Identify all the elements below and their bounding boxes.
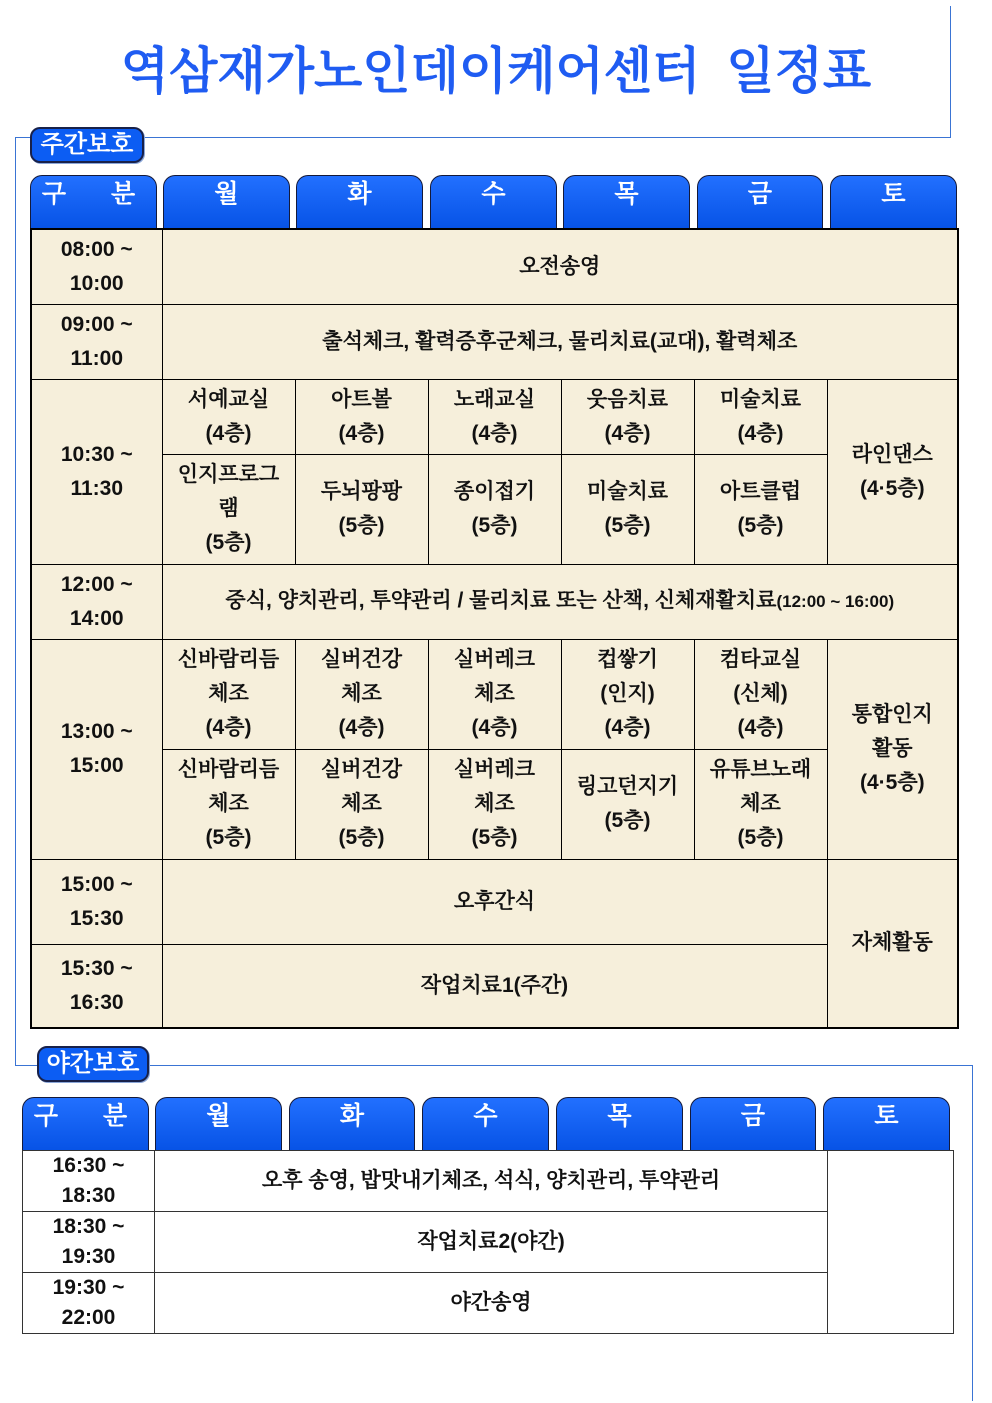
program-floor: (4층)	[471, 421, 518, 445]
program-floor: (4층)	[737, 421, 784, 445]
day-header-tab-tue: 화	[296, 175, 423, 228]
time-cell	[23, 1151, 155, 1212]
day-header-tab-wed: 수	[430, 175, 557, 228]
program-name: 미술치료	[586, 480, 669, 503]
program-name: 노래교실	[453, 387, 536, 411]
day-header-tab-sat: 토	[830, 175, 957, 228]
program-cell	[694, 749, 827, 859]
schedule-row	[31, 454, 958, 564]
program-name: 체조	[341, 682, 382, 705]
program-cell	[561, 639, 694, 749]
program-name: 실버레크	[453, 648, 536, 671]
program-floor: (5층)	[205, 531, 252, 554]
program-floor: (4층)	[604, 716, 651, 739]
program-floor: (5층)	[737, 826, 784, 849]
time-cell	[23, 1273, 155, 1334]
program-name: 컴타교실	[719, 648, 802, 671]
program-name: 링고던지기	[576, 775, 679, 798]
frame-line-top-right	[950, 6, 951, 138]
schedule-row	[23, 1151, 954, 1212]
time-cell	[31, 379, 162, 564]
program-cell	[561, 379, 694, 454]
program-name: 신바람리듬	[177, 648, 280, 671]
time-range: 09:00 ~ 11:00	[60, 312, 133, 370]
frame-line-left	[15, 137, 16, 1066]
activity-cell: 오후간식	[162, 859, 827, 944]
time-range: 16:30 ~ 18:30	[52, 1154, 125, 1207]
program-name: 라인댄스	[851, 442, 933, 466]
program-floor: (5층)	[471, 826, 518, 849]
time-cell	[31, 859, 162, 944]
day-care-section-label: 주간보호	[30, 127, 144, 163]
schedule-row	[31, 944, 958, 1028]
night-care-section-label: 야간보호	[37, 1046, 149, 1082]
day-header-tab-fri: 금	[697, 175, 823, 228]
program-floor: (5층)	[604, 514, 651, 537]
program-cell	[428, 379, 561, 454]
activity-cell: 작업치료2(야간)	[155, 1212, 828, 1273]
program-cell	[295, 749, 428, 859]
program-name: 유튜브노래	[709, 758, 812, 781]
program-floor: (5층)	[471, 514, 518, 537]
program-cell	[694, 379, 827, 454]
time-range: 08:00 ~ 10:00	[60, 237, 133, 295]
page-title: 역삼재가노인데이케어센터 일정표	[120, 43, 872, 99]
program-name: (인지)	[600, 682, 655, 705]
program-name: 신바람리듬	[177, 758, 280, 781]
program-name: 실버건강	[320, 648, 403, 671]
program-cell	[295, 379, 428, 454]
schedule-row	[23, 1273, 954, 1334]
program-floor: (4층)	[338, 716, 385, 739]
saturday-cell	[827, 639, 958, 859]
program-cell	[428, 454, 561, 564]
program-name: 아트클럽	[719, 480, 802, 503]
program-cell	[295, 639, 428, 749]
program-name: 인지프로그램	[177, 463, 280, 520]
schedule-row	[31, 229, 958, 304]
night-header-tab-fri: 금	[690, 1097, 816, 1150]
night-header-tab-category: 구 분	[22, 1097, 149, 1150]
time-cell	[31, 304, 162, 379]
frame-line-bottom-right	[972, 1065, 973, 1401]
activity-text: 중식, 양치관리, 투약관리 / 물리치료 또는 산책, 신체재활치료	[225, 589, 777, 612]
schedule-row	[31, 564, 958, 639]
frame-line-middle	[15, 1065, 973, 1066]
activity-cell: 출석체크, 활력증후군체크, 물리치료(교대), 활력체조	[162, 304, 958, 379]
day-header-tab-category: 구 분	[30, 175, 157, 228]
program-name: 서예교실	[187, 387, 270, 411]
program-name: 실버레크	[453, 758, 536, 781]
program-cell	[428, 639, 561, 749]
frame-line-top	[15, 137, 951, 138]
time-range: 19:30 ~ 22:00	[52, 1276, 125, 1329]
schedule-row	[31, 749, 958, 859]
program-floor: (4층)	[205, 716, 252, 739]
program-floor: (4층)	[471, 716, 518, 739]
program-name: 두뇌팡팡	[320, 480, 403, 503]
schedule-row	[31, 859, 958, 944]
program-floor: (4·5층)	[859, 771, 925, 794]
program-floor: (4층)	[205, 421, 252, 445]
night-header-tab-sat: 토	[823, 1097, 950, 1150]
time-range: 10:30 ~ 11:30	[60, 442, 133, 500]
time-cell	[31, 944, 162, 1028]
program-floor: (4층)	[737, 716, 784, 739]
program-floor: (4층)	[604, 421, 651, 445]
program-name: 웃음치료	[586, 387, 669, 411]
time-cell	[31, 639, 162, 859]
saturday-cell	[828, 1151, 954, 1334]
program-floor: (5층)	[604, 809, 651, 832]
program-cell	[694, 639, 827, 749]
night-header-tab-tue: 화	[289, 1097, 415, 1150]
time-range: 12:00 ~ 14:00	[60, 572, 133, 630]
program-floor: (5층)	[737, 514, 784, 537]
program-name: 컵쌓기	[597, 648, 658, 671]
schedule-row	[31, 379, 958, 454]
program-floor: (5층)	[205, 826, 252, 849]
night-header-tab-wed: 수	[422, 1097, 549, 1150]
program-cell	[694, 454, 827, 564]
program-name: 아트볼	[331, 387, 392, 411]
schedule-row	[23, 1212, 954, 1273]
program-name: 종이접기	[453, 480, 536, 503]
program-name: 체조	[208, 682, 249, 705]
program-name: 체조	[208, 792, 249, 815]
activity-cell: 오후 송영, 밥맛내기체조, 석식, 양치관리, 투약관리	[155, 1151, 828, 1212]
program-cell	[561, 749, 694, 859]
night-care-schedule-table	[22, 1150, 954, 1334]
time-cell	[31, 229, 162, 304]
activity-note: (12:00 ~ 16:00)	[776, 592, 895, 611]
program-cell	[162, 454, 295, 564]
night-header-tab-mon: 월	[155, 1097, 282, 1150]
saturday-cell: 자체활동	[827, 859, 958, 1028]
time-range: 15:30 ~ 16:30	[60, 956, 133, 1014]
schedule-row	[31, 639, 958, 749]
program-cell	[162, 749, 295, 859]
time-range: 13:00 ~ 15:00	[60, 720, 133, 777]
time-range: 15:00 ~ 15:30	[60, 872, 133, 930]
activity-cell: 작업치료1(주간)	[162, 944, 827, 1028]
program-cell	[162, 379, 295, 454]
program-floor: (5층)	[338, 514, 385, 537]
program-cell	[428, 749, 561, 859]
day-header-tab-thu: 목	[563, 175, 690, 228]
program-name: (신체)	[733, 682, 788, 705]
program-cell	[162, 639, 295, 749]
program-cell	[561, 454, 694, 564]
program-name: 체조	[341, 792, 382, 815]
time-cell	[31, 564, 162, 639]
program-name: 체조	[474, 682, 515, 705]
program-name: 체조	[474, 792, 515, 815]
program-name: 활동	[871, 737, 913, 760]
program-name: 미술치료	[719, 387, 802, 411]
program-floor: (4층)	[338, 421, 385, 445]
time-cell	[23, 1212, 155, 1273]
program-cell	[295, 454, 428, 564]
day-care-schedule-table	[30, 228, 959, 1029]
saturday-cell	[827, 379, 958, 564]
activity-cell: 오전송영	[162, 229, 958, 304]
program-floor: (4·5층)	[859, 476, 925, 500]
day-header-tab-mon: 월	[163, 175, 290, 228]
program-floor: (5층)	[338, 826, 385, 849]
time-range: 18:30 ~ 19:30	[52, 1215, 125, 1268]
program-name: 실버건강	[320, 758, 403, 781]
program-name: 체조	[740, 792, 781, 815]
schedule-row	[31, 304, 958, 379]
activity-cell: 야간송영	[155, 1273, 828, 1334]
program-name: 통합인지	[851, 703, 933, 726]
activity-cell	[162, 564, 958, 639]
night-header-tab-thu: 목	[556, 1097, 683, 1150]
